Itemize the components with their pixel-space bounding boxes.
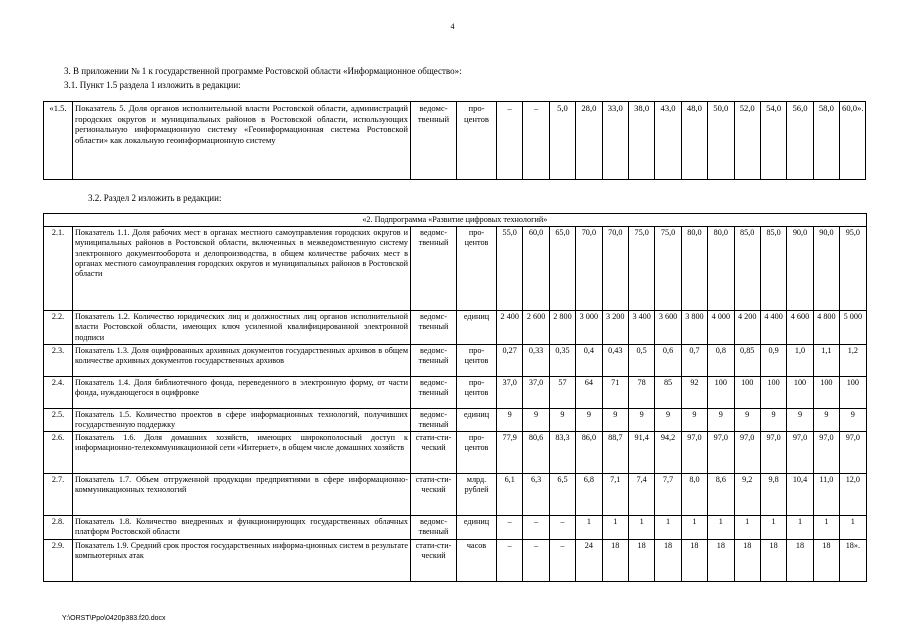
value-cell: 97,0 [813, 432, 839, 474]
file-path-footer: Y:\ORST\Ppo\0420p383.f20.docx [62, 615, 166, 622]
table-row [44, 344, 867, 376]
value-cell: 2 600 [523, 311, 549, 345]
row-number: 2.4. [44, 376, 73, 408]
indicator-name: Показатель 1.2. Количество юридических лиц и должностных лиц органов исполнительной власти Ростовской области, имеющих ключ усиленной квалифицированной электронной подписи [73, 311, 411, 345]
value-cell: 1 [734, 516, 760, 539]
table-row [44, 408, 867, 431]
unit: часов [457, 539, 497, 581]
value-cell: 80,0 [708, 227, 734, 311]
value-cell: 1 [708, 516, 734, 539]
value-cell: 4 400 [760, 311, 786, 345]
value-cell: 9 [734, 408, 760, 431]
indicator-name: Показатель 1.9. Средний срок простоя государственных информа-ционных систем в результате компьютерных атак [73, 539, 411, 581]
value-cell: 77,9 [497, 432, 523, 474]
value-cell: – [497, 516, 523, 539]
value-cell: 18 [734, 539, 760, 581]
value-cell: – [497, 102, 523, 180]
value-cell: 0,85 [734, 344, 760, 376]
value-cell: 91,4 [628, 432, 654, 474]
paragraph-item-1-5: 3.1. Пункт 1.5 раздела 1 изложить в редакции: [64, 80, 241, 90]
value-cell: 64 [576, 376, 602, 408]
value-cell: 43,0 [655, 102, 681, 180]
value-cell: 37,0 [523, 376, 549, 408]
value-cell: 7,4 [628, 474, 654, 516]
value-cell: 18». [840, 539, 867, 581]
value-cell: 2 400 [497, 311, 523, 345]
value-cell: 3 800 [681, 311, 707, 345]
value-cell: – [523, 539, 549, 581]
value-cell: – [549, 516, 575, 539]
indicator-type: стати-сти-ческий [411, 539, 457, 581]
value-cell: 18 [760, 539, 786, 581]
value-cell: 70,0 [576, 227, 602, 311]
value-cell: 80,6 [523, 432, 549, 474]
value-cell: 83,3 [549, 432, 575, 474]
indicator-type: ведомс-твенный [411, 376, 457, 408]
row-number: 2.7. [44, 474, 73, 516]
value-cell: 18 [655, 539, 681, 581]
value-cell: 97,0 [787, 432, 813, 474]
value-cell: 0,43 [602, 344, 628, 376]
value-cell: 90,0 [787, 227, 813, 311]
value-cell: 9 [602, 408, 628, 431]
indicator-type: ведомс-твенный [411, 516, 457, 539]
indicator-name: Показатель 1.3. Доля оцифрованных архивных документов государственных архивов в общем количестве архивных документов государственных архивов [73, 344, 411, 376]
value-cell: 100 [708, 376, 734, 408]
value-cell: 1 [840, 516, 867, 539]
table-subprogram-2 [43, 213, 867, 582]
value-cell: 9 [681, 408, 707, 431]
paragraph-appendix-intro: 3. В приложении № 1 к государственной программе Ростовской области «Информационное общество»: [64, 66, 462, 76]
unit: про-центов [457, 102, 497, 180]
indicator-name: Показатель 1.4. Доля библиотечного фонда, переведенного в электронную форму, от части фонда, нуждающегося в оцифровке [73, 376, 411, 408]
value-cell: 94,2 [655, 432, 681, 474]
value-cell: 9 [840, 408, 867, 431]
indicator-name: Показатель 1.6. Доля домашних хозяйств, имеющих широкополосный доступ к информационно-телекоммуникационной сети «Интернет», в общем числе домашних хозяйств [73, 432, 411, 474]
value-cell: 92 [681, 376, 707, 408]
value-cell: 75,0 [628, 227, 654, 311]
value-cell: 86,0 [576, 432, 602, 474]
value-cell: 75,0 [655, 227, 681, 311]
value-cell: 7,7 [655, 474, 681, 516]
value-cell: 4 600 [787, 311, 813, 345]
indicator-type: ведомс-твенный [411, 408, 457, 431]
value-cell: 9,2 [734, 474, 760, 516]
value-cell: 11,0 [813, 474, 839, 516]
value-cell: 4 200 [734, 311, 760, 345]
indicator-name: Показатель 1.5. Количество проектов в сфере информационных технологий, получивших государственную поддержку [73, 408, 411, 431]
value-cell: 3 200 [602, 311, 628, 345]
value-cell: 3 600 [655, 311, 681, 345]
value-cell: 18 [708, 539, 734, 581]
unit: единиц [457, 408, 497, 431]
value-cell: 5 000 [840, 311, 867, 345]
value-cell: 18 [787, 539, 813, 581]
value-cell: 9 [787, 408, 813, 431]
value-cell: 18 [813, 539, 839, 581]
table-row [44, 474, 867, 516]
value-cell: 60,0». [840, 102, 866, 180]
value-cell: 1 [681, 516, 707, 539]
row-number: 2.3. [44, 344, 73, 376]
indicator-name: Показатель 1.8. Количество внедренных и функционирующих государственных облачных платформ Ростовской области [73, 516, 411, 539]
value-cell: 85 [655, 376, 681, 408]
table-caption: «2. Подпрограмма «Развитие цифровых технологий» [44, 214, 867, 227]
value-cell: 100 [787, 376, 813, 408]
value-cell: 0,4 [576, 344, 602, 376]
value-cell: 3 400 [628, 311, 654, 345]
paragraph-section-2: 3.2. Раздел 2 изложить в редакции: [88, 193, 222, 203]
value-cell: 18 [628, 539, 654, 581]
indicator-type: ведомс-твенный [411, 102, 457, 180]
value-cell: 9 [523, 408, 549, 431]
value-cell: 6,1 [497, 474, 523, 516]
row-number: «1.5. [44, 102, 73, 180]
value-cell: 78 [628, 376, 654, 408]
value-cell: 0,35 [549, 344, 575, 376]
table-row [44, 376, 867, 408]
value-cell: 1,0 [787, 344, 813, 376]
value-cell: 85,0 [734, 227, 760, 311]
indicator-type: стати-сти-ческий [411, 474, 457, 516]
value-cell: 4 000 [708, 311, 734, 345]
indicator-name: Показатель 1.1. Доля рабочих мест в органах местного самоуправления городских округов и муниципальных районов в Ростовской области, включенных в межведомственную систему электронного документооборота и делопроизводства, в общем количестве рабочих мест в органах местного самоуправления городских округов и муниципальных районов в Ростовской области [73, 227, 411, 311]
value-cell: 9 [813, 408, 839, 431]
value-cell: 100 [734, 376, 760, 408]
value-cell: 0,8 [708, 344, 734, 376]
value-cell: 9 [760, 408, 786, 431]
value-cell: 56,0 [787, 102, 813, 180]
value-cell: 0,6 [655, 344, 681, 376]
value-cell: 90,0 [813, 227, 839, 311]
value-cell: 97,0 [734, 432, 760, 474]
value-cell: 9 [708, 408, 734, 431]
value-cell: 38,0 [628, 102, 654, 180]
value-cell: 54,0 [760, 102, 786, 180]
unit: про-центов [457, 432, 497, 474]
indicator-type: ведомс-твенный [411, 311, 457, 345]
value-cell: 55,0 [497, 227, 523, 311]
row-number: 2.6. [44, 432, 73, 474]
value-cell: 1,2 [840, 344, 867, 376]
value-cell: 8,0 [681, 474, 707, 516]
table-section-1-item-1-5 [43, 101, 866, 180]
indicator-type: стати-сти-ческий [411, 432, 457, 474]
value-cell: 80,0 [681, 227, 707, 311]
value-cell: 1 [628, 516, 654, 539]
value-cell: 97,0 [681, 432, 707, 474]
value-cell: 0,27 [497, 344, 523, 376]
value-cell: 0,9 [760, 344, 786, 376]
value-cell: 1 [813, 516, 839, 539]
value-cell: 97,0 [708, 432, 734, 474]
value-cell: 6,8 [576, 474, 602, 516]
value-cell: 9 [655, 408, 681, 431]
value-cell: 9 [497, 408, 523, 431]
row-number: 2.5. [44, 408, 73, 431]
value-cell: 58,0 [813, 102, 839, 180]
value-cell: 1 [760, 516, 786, 539]
unit: млрд. рублей [457, 474, 497, 516]
value-cell: 9,8 [760, 474, 786, 516]
value-cell: 18 [602, 539, 628, 581]
value-cell: 1,1 [813, 344, 839, 376]
value-cell: 60,0 [523, 227, 549, 311]
value-cell: 9 [628, 408, 654, 431]
value-cell: 100 [760, 376, 786, 408]
row-number: 2.1. [44, 227, 73, 311]
value-cell: – [523, 102, 549, 180]
value-cell: 6,5 [549, 474, 575, 516]
value-cell: 71 [602, 376, 628, 408]
value-cell: 97,0 [760, 432, 786, 474]
value-cell: 37,0 [497, 376, 523, 408]
value-cell: 9 [549, 408, 575, 431]
value-cell: 70,0 [602, 227, 628, 311]
unit: про-центов [457, 376, 497, 408]
value-cell: – [497, 539, 523, 581]
value-cell: 24 [576, 539, 602, 581]
value-cell: – [523, 516, 549, 539]
indicator-name: Показатель 5. Доля органов исполнительной власти Ростовской области, администраций городских округов и муниципальных районов в Ростовской области, использующих региональную информационную систему «Геоинформационная система Ростовской области» как локальную геоинформационную систему [73, 102, 411, 180]
value-cell: 1 [655, 516, 681, 539]
value-cell: 88,7 [602, 432, 628, 474]
page-number: 4 [450, 22, 455, 31]
value-cell: 48,0 [681, 102, 707, 180]
value-cell: 3 000 [576, 311, 602, 345]
indicator-type: ведомс-твенный [411, 227, 457, 311]
value-cell: 100 [840, 376, 867, 408]
unit: про-центов [457, 227, 497, 311]
value-cell: 97,0 [840, 432, 867, 474]
value-cell: 57 [549, 376, 575, 408]
value-cell: 18 [681, 539, 707, 581]
value-cell: 52,0 [734, 102, 760, 180]
row-number: 2.2. [44, 311, 73, 345]
value-cell: 7,1 [602, 474, 628, 516]
value-cell: 8,6 [708, 474, 734, 516]
value-cell: 100 [813, 376, 839, 408]
table-row [44, 539, 867, 581]
table-row [44, 102, 866, 180]
value-cell: 6,3 [523, 474, 549, 516]
table-row [44, 516, 867, 539]
value-cell: 0,33 [523, 344, 549, 376]
value-cell: 50,0 [708, 102, 734, 180]
value-cell: 5,0 [549, 102, 575, 180]
value-cell: 0,7 [681, 344, 707, 376]
row-number: 2.8. [44, 516, 73, 539]
value-cell: 85,0 [760, 227, 786, 311]
value-cell: 10,4 [787, 474, 813, 516]
row-number: 2.9. [44, 539, 73, 581]
unit: единиц [457, 311, 497, 345]
value-cell: – [549, 539, 575, 581]
value-cell: 28,0 [576, 102, 602, 180]
value-cell: 9 [576, 408, 602, 431]
value-cell: 33,0 [602, 102, 628, 180]
indicator-name: Показатель 1.7. Объем отгруженной продукции предприятиями в сфере информационно-коммуникационных технологий [73, 474, 411, 516]
value-cell: 0,5 [628, 344, 654, 376]
value-cell: 65,0 [549, 227, 575, 311]
unit: единиц [457, 516, 497, 539]
indicator-type: ведомс-твенный [411, 344, 457, 376]
table-row [44, 432, 867, 474]
table-row [44, 227, 867, 311]
value-cell: 1 [576, 516, 602, 539]
value-cell: 95,0 [840, 227, 867, 311]
value-cell: 1 [602, 516, 628, 539]
value-cell: 12,0 [840, 474, 867, 516]
unit: про-центов [457, 344, 497, 376]
value-cell: 1 [787, 516, 813, 539]
value-cell: 2 800 [549, 311, 575, 345]
table-row [44, 311, 867, 345]
value-cell: 4 800 [813, 311, 839, 345]
